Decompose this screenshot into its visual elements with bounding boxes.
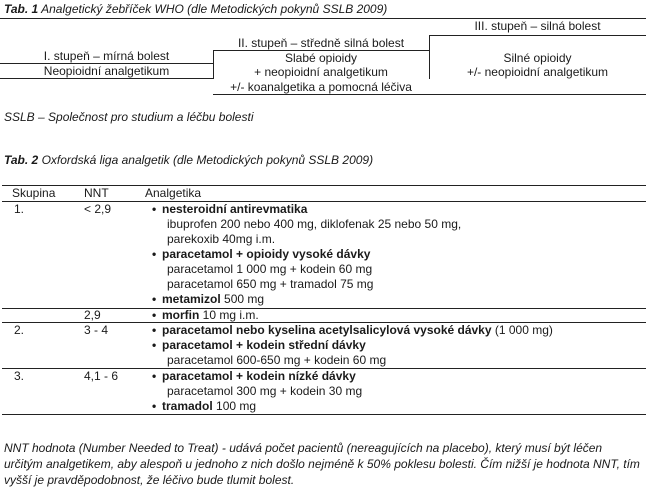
group1-metamizol-label: metamizol <box>162 292 221 306</box>
header-group: Skupina <box>12 186 56 200</box>
group1-metamizol <box>152 292 264 307</box>
group1b-nnt: 2,9 <box>84 308 101 322</box>
group1-nsaids-label: nesteroidní antirevmatika <box>162 202 308 216</box>
group2-number: 2. <box>14 323 25 337</box>
group2-paracetamol-codeine <box>152 338 366 353</box>
group3-tramadol-dose: 100 mg <box>212 399 257 413</box>
table2-caption-label: Tab. 2 <box>4 153 39 167</box>
table1-caption-label: Tab. 1 <box>4 2 39 16</box>
step2-header: II. stupeň – středně silná bolest <box>237 36 405 50</box>
table1-rule-bottom <box>213 94 646 95</box>
group1-metamizol-dose: 500 mg <box>220 292 265 306</box>
table1-caption <box>4 2 387 16</box>
group3-tramadol-label: tramadol <box>162 399 213 413</box>
table2-rule-bottom <box>2 414 646 415</box>
group2-high-dose-label: paracetamol nebo kyselina acetylsalicylová vysoké dávky <box>162 323 492 337</box>
group1-paracetamol-tramadol: paracetamol 650 mg + tramadol 75 mg <box>167 277 374 291</box>
step3-plus-minus-nonopioid: +/- neopioidní analgetikum <box>466 65 609 79</box>
group3-tramadol <box>152 399 256 414</box>
group1-paracetamol-codeine: paracetamol 1 000 mg + kodein 60 mg <box>167 262 373 276</box>
coanalgesics-row: +/- koanalgetika a pomocná léčiva <box>230 80 412 94</box>
table2-caption-text: Oxfordská liga analgetik (dle Metodických pokynů SSLB 2009) <box>41 153 374 167</box>
group1b-morfin <box>152 308 259 323</box>
step1-nonopioid: Neopioidní analgetikum <box>43 64 170 78</box>
group1-paracetamol-opioids-label: paracetamol + opioidy vysoké dávky <box>162 247 371 261</box>
group1b-morfin-label: morfin <box>162 308 200 322</box>
group3-paracetamol-codeine-label: paracetamol + kodein nízké dávky <box>162 369 356 383</box>
group1-paracetamol-opioids <box>152 247 370 262</box>
table2-caption <box>4 153 373 167</box>
group1b-morfin-dose: 10 mg i.m. <box>199 308 259 322</box>
group1-number: 1. <box>14 202 25 216</box>
table1-caption-text: Analgetický žebříček WHO (dle Metodických pokynů SSLB 2009) <box>41 2 388 16</box>
header-nnt: NNT <box>84 186 109 200</box>
group3-number: 3. <box>14 369 25 383</box>
group2-paracetamol-codeine-label: paracetamol + kodein střední dávky <box>162 338 366 352</box>
group2-high-dose <box>152 323 553 338</box>
step3-header: III. stupeň – silná bolest <box>474 19 601 33</box>
step2-plus-nonopioid: + neopioidní analgetikum <box>254 65 388 79</box>
header-drugs: Analgetika <box>145 186 202 200</box>
group3-doses: paracetamol 300 mg + kodein 30 mg <box>167 384 363 398</box>
group2-nnt: 3 - 4 <box>84 323 109 337</box>
step3-strong-opioids: Silné opioidy <box>503 51 572 65</box>
group3-nnt: 4,1 - 6 <box>84 369 119 383</box>
step1-header: I. stupeň – mírná bolest <box>43 49 170 63</box>
group2-high-dose-dose: (1 000 mg) <box>491 323 553 337</box>
nnt-footnote: NNT hodnota (Number Needed to Treat) - udává počet pacientů (nereagujících na placebo), který musí být léčen určitým analgetikem, aby alespoň u jednoho z nich došlo nejméně k 50% poklesu bolesti. Čím nižší je hodnota NNT, tím vyšší je pravděpodobnost, že léčivo bude tlumit bolest. <box>4 441 640 487</box>
table1-rule <box>429 35 646 36</box>
group1-nsaids <box>152 202 307 217</box>
group1-nnt: < 2,9 <box>84 202 112 216</box>
sslb-note: SSLB – Společnost pro studium a léčbu bolesti <box>4 110 254 124</box>
step2-weak-opioids: Slabé opioidy <box>284 51 358 65</box>
table1-rule <box>0 78 213 79</box>
group1-nsaids-doses: ibuprofen 200 nebo 400 mg, diklofenak 25 nebo 50 mg, <box>167 217 462 231</box>
group2-doses: paracetamol 600-650 mg + kodein 60 mg <box>167 353 387 367</box>
group1-parecoxib: parekoxib 40mg i.m. <box>167 232 276 246</box>
group3-paracetamol-codeine <box>152 369 356 384</box>
